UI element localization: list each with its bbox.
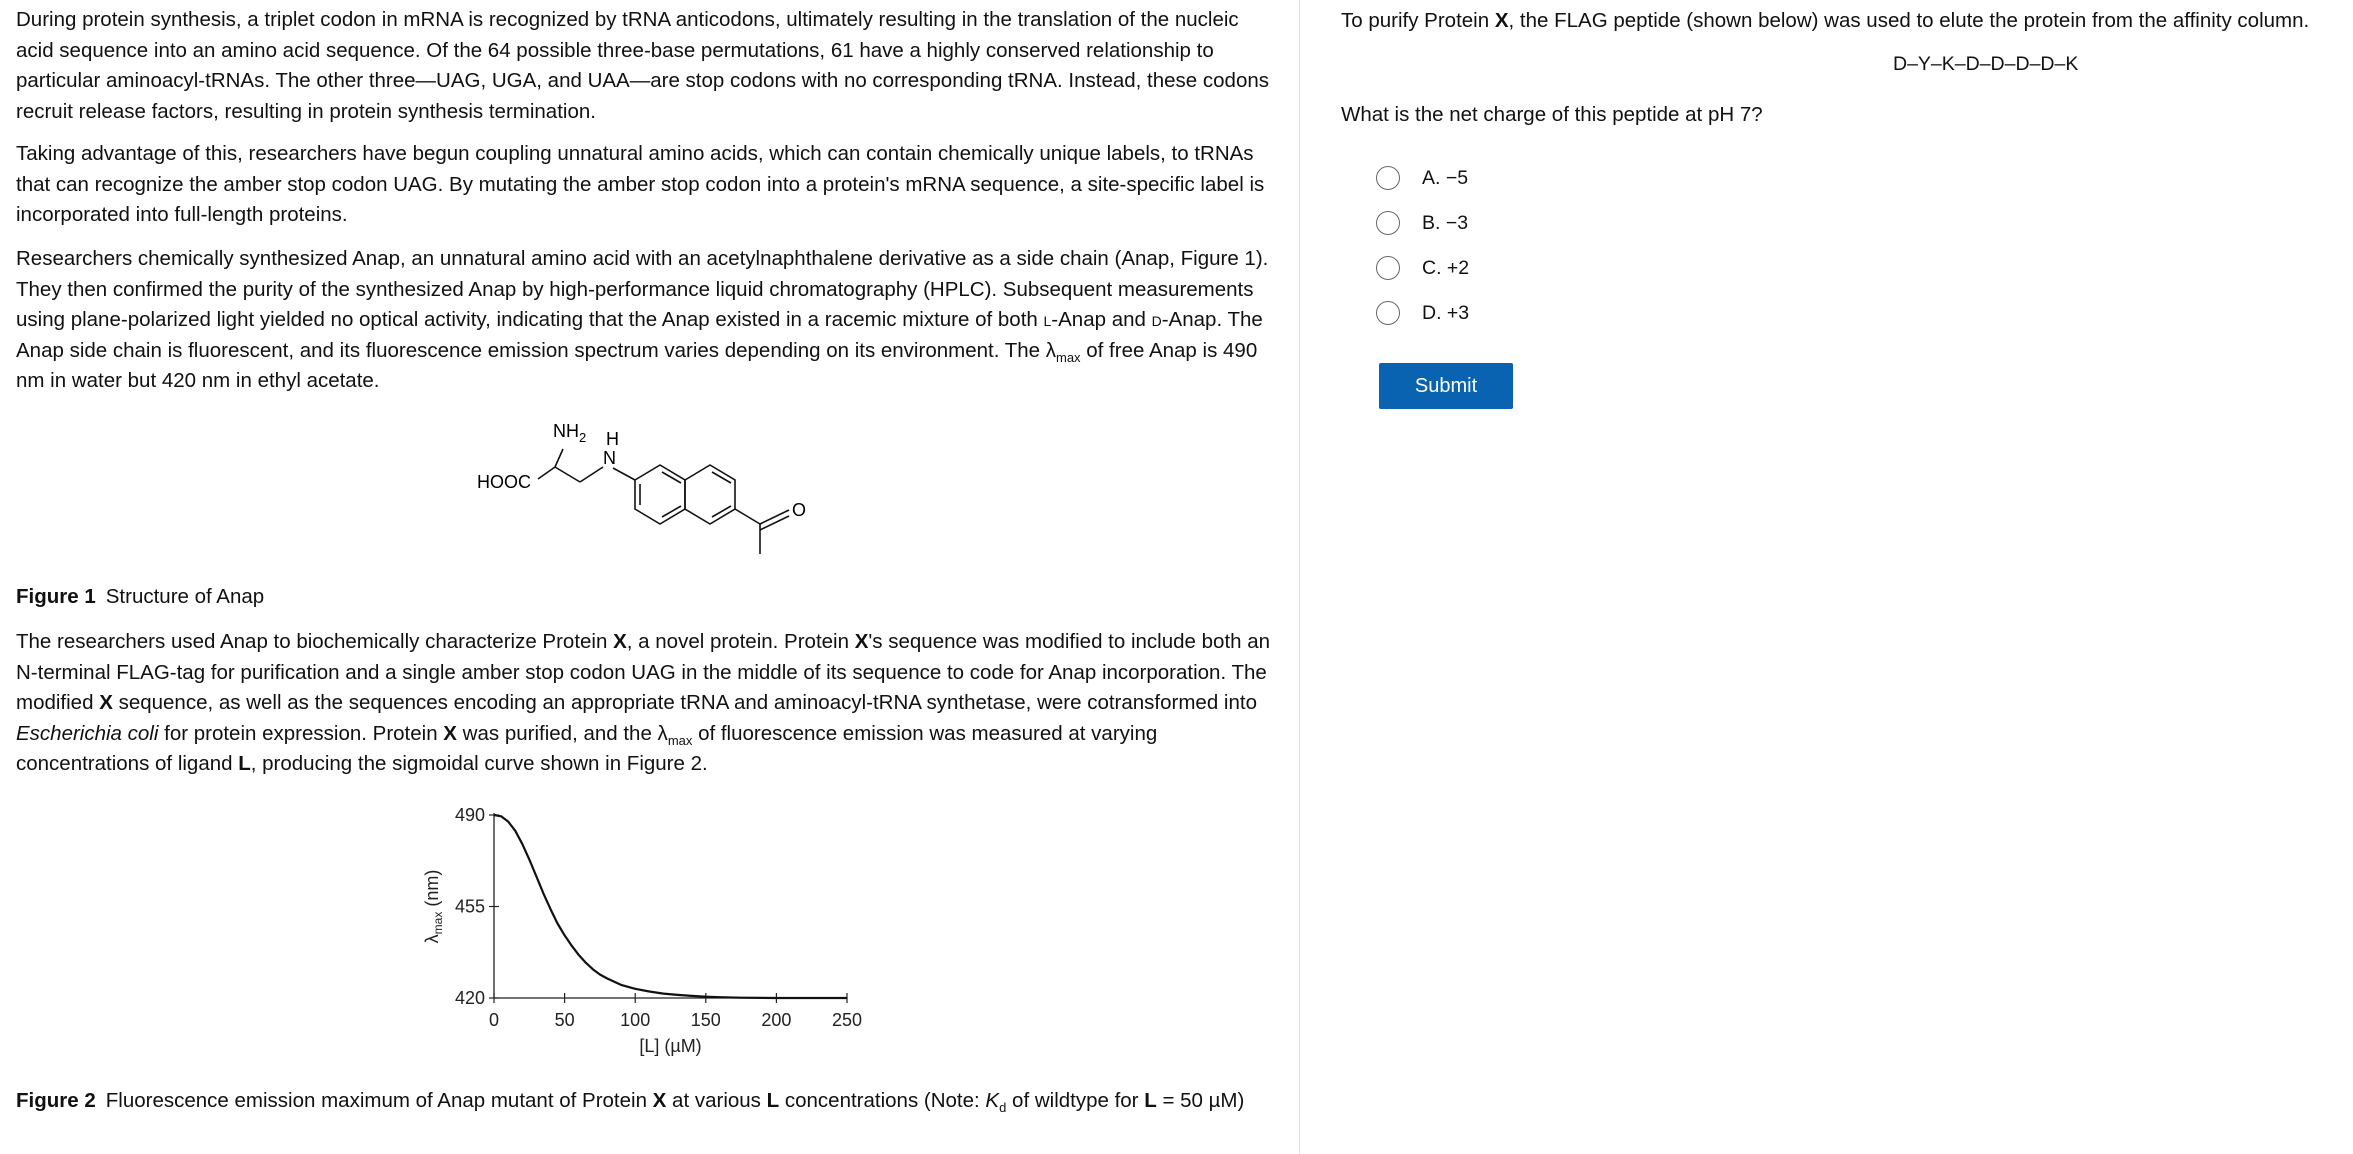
question-text: What is the net charge of this peptide at pH 7? — [1341, 103, 1763, 126]
figure-1-caption: Figure 1 Structure of Anap — [16, 585, 265, 608]
nh2-label: $NH_2$ — [553, 421, 587, 445]
flag-peptide-sequence: D–Y–K–D–D–D–D–K — [1893, 53, 2079, 75]
passage-paragraph-1: During protein synthesis, a triplet codon in mRNA is recognized by tRNA anticodons, ultimately resulting in the translation of the nucleic acid sequence into an amino acid sequence. Of the 64 possible three-base permutations, 61 have a highly conserved relationship to particular aminoacyl-tRNAs. The other three—UAG, UGA, and UAA—are stop codons with no corresponding tRNA. Instead, these codons recruit release factors, resulting in protein synthesis termination. — [16, 8, 1270, 123]
answer-option-d[interactable] — [1376, 301, 1469, 325]
radio-button-d[interactable] — [1376, 301, 1400, 325]
series-line — [494, 815, 847, 998]
passage-paragraph-4: The researchers used Anap to biochemically characterize Protein X, a novel protein. Protein X's sequence was modified to include both an N-terminal FLAG-tag for purification and a single amber stop codon UAG in the middle of its sequence to code for Anap incorporation. The modified X sequence, as well as the sequences encoding an appropriate tRNA and aminoacyl-tRNA synthetase, were cotransformed into Escherichia coli for protein expression. Protein X was purified, and the $\lambda_{max}$ of fluorescence emission was measured at varying concentrations of ligand L, producing the sigmoidal curve shown in Figure 2. — [16, 630, 1271, 775]
radio-button-a[interactable] — [1376, 166, 1400, 190]
option-label-a: A. −5 — [1422, 166, 1469, 189]
question-pane — [1301, 0, 2353, 1154]
question-prompt: To purify Protein X, the FLAG peptide (shown below) was used to elute the protein from the affinity column. — [1341, 9, 2310, 32]
option-label-c: C. +2 — [1422, 256, 1470, 279]
x-tick-label: 100 — [620, 1010, 651, 1030]
o-label: O — [792, 500, 807, 520]
answer-option-a[interactable] — [1376, 166, 1468, 190]
y-tick-label: 490 — [454, 805, 485, 825]
anap-structure — [460, 412, 830, 562]
answer-option-c[interactable] — [1376, 256, 1469, 280]
y-tick-label: 420 — [454, 988, 485, 1008]
radio-button-b[interactable] — [1376, 211, 1400, 235]
passage-paragraph-2: Taking advantage of this, researchers have begun coupling unnatural amino acids, which can contain chemically unique labels, to tRNAs that can recognize the amber stop codon UAG. By mutating the amber stop codon into a protein's mRNA sequence, a site-specific label is incorporated into full-length proteins. — [16, 142, 1265, 226]
x-tick-label: 200 — [761, 1010, 792, 1030]
passage-paragraph-3: Researchers chemically synthesized Anap, an unnatural amino acid with an acetylnaphthalene derivative as a side chain (Anap, Figure 1). They then confirmed the purity of the synthesized Anap by high-performance liquid chromatography (HPLC). Subsequent measurements using plane-polarized light yielded no optical activity, indicating that the Anap existed in a racemic mixture of both l-Anap and d-Anap. The Anap side chain is fluorescent, and its fluorescence emission spectrum varies depending on its environment. The $\lambda_{max}$ of free Anap is 490 nm in water but 420 nm in ethyl acetate. — [16, 247, 1269, 392]
hooc-label: HOOC — [477, 472, 531, 492]
x-axis-label: [L] (µM) — [639, 1036, 702, 1056]
figure-2-caption: Figure 2 Fluorescence emission maximum of Anap mutant of Protein X at various L concentrations (Note: $K_d$ of wildtype for L = 50 µM) — [16, 1089, 1245, 1116]
option-label-d: D. +3 — [1422, 301, 1470, 324]
n-label: N — [603, 448, 616, 468]
x-tick-label: 150 — [690, 1010, 721, 1030]
y-tick-label: 455 — [454, 896, 485, 917]
lambda-max-chart — [400, 790, 900, 1070]
answer-option-b[interactable] — [1376, 211, 1468, 235]
x-tick-label: 250 — [831, 1010, 863, 1030]
x-tick-label: 0 — [488, 1010, 500, 1030]
submit-button[interactable]: Submit — [1379, 363, 1513, 409]
x-tick-label: 50 — [554, 1010, 575, 1030]
skeleton-bonds — [538, 449, 789, 554]
h-label: H — [606, 429, 619, 449]
option-label-b: B. −3 — [1422, 211, 1469, 234]
y-axis-label: $\lambda_{max}$ (nm) — [422, 869, 445, 944]
radio-button-c[interactable] — [1376, 256, 1400, 280]
